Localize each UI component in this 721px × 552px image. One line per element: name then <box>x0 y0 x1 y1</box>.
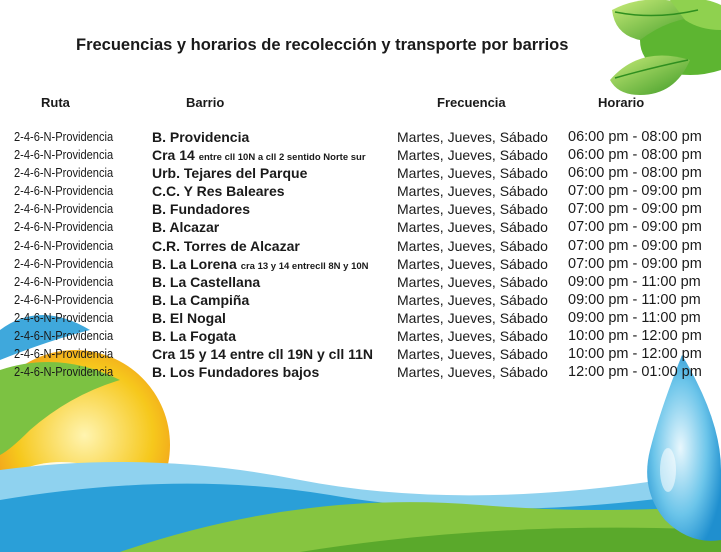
cell-ruta: 2-4-6-N-Providencia <box>14 147 114 163</box>
cell-frecuencia: Martes, Jueves, Sábado <box>397 364 548 381</box>
barrio-name: B. La Castellana <box>152 273 261 290</box>
cell-ruta: 2-4-6-N-Providencia <box>14 219 114 235</box>
cell-ruta: 2-4-6-N-Providencia <box>14 237 114 253</box>
cell-ruta: 2-4-6-N-Providencia <box>14 183 114 199</box>
cell-horario: 06:00 pm - 08:00 pm <box>568 147 702 164</box>
cell-ruta: 2-4-6-N-Providencia <box>14 255 114 271</box>
cell-horario: 07:00 pm - 09:00 pm <box>568 219 702 236</box>
barrio-name: B. La Campiña <box>152 291 250 308</box>
cell-ruta: 2-4-6-N-Providencia <box>14 346 114 362</box>
cell-frecuencia: Martes, Jueves, Sábado <box>397 255 548 272</box>
table-row <box>0 291 721 309</box>
schedule-table <box>0 128 721 381</box>
cell-barrio <box>152 128 249 146</box>
table-row <box>0 146 721 164</box>
header-frecuencia: Frecuencia <box>437 95 506 110</box>
table-row <box>0 345 721 363</box>
header-barrio: Barrio <box>186 95 225 110</box>
cell-horario: 10:00 pm - 12:00 pm <box>568 346 702 363</box>
table-row <box>0 273 721 291</box>
table-row <box>0 182 721 200</box>
cell-barrio <box>152 345 373 363</box>
cell-barrio <box>152 237 300 255</box>
barrio-name: B. Providencia <box>152 129 250 145</box>
barrio-name: Cra 15 y 14 entre cll 19N y cll 11N <box>152 346 374 363</box>
table-row <box>0 363 721 381</box>
cell-horario: 07:00 pm - 09:00 pm <box>568 183 702 200</box>
cell-horario: 09:00 pm - 11:00 pm <box>568 291 701 308</box>
page-title: Frecuencias y horarios de recolección y transporte por barrios <box>76 36 569 54</box>
header-ruta: Ruta <box>41 95 70 110</box>
cell-barrio <box>152 273 260 291</box>
table-row <box>0 309 721 327</box>
table-row <box>0 164 721 182</box>
cell-ruta: 2-4-6-N-Providencia <box>14 364 114 380</box>
barrio-name: B. El Nogal <box>152 309 226 326</box>
cell-ruta: 2-4-6-N-Providencia <box>14 129 114 144</box>
cell-horario: 06:00 pm - 08:00 pm <box>568 129 702 145</box>
cell-frecuencia: Martes, Jueves, Sábado <box>397 129 548 145</box>
cell-frecuencia: Martes, Jueves, Sábado <box>397 346 548 363</box>
cell-frecuencia: Martes, Jueves, Sábado <box>397 183 548 200</box>
barrio-name: Cra 14 <box>152 147 195 164</box>
barrio-name: B. La Fogata <box>152 328 237 345</box>
cell-ruta: 2-4-6-N-Providencia <box>14 273 114 289</box>
table-row <box>0 255 721 273</box>
cell-frecuencia: Martes, Jueves, Sábado <box>397 328 548 345</box>
table-row <box>0 128 721 146</box>
cell-barrio <box>152 327 236 345</box>
barrio-name: B. Fundadores <box>152 201 251 218</box>
barrio-note: entre cll 10N a cll 2 sentido Norte sur <box>198 152 366 164</box>
cell-ruta: 2-4-6-N-Providencia <box>14 291 114 307</box>
table-row <box>0 218 721 236</box>
barrio-name: B. La Lorena <box>152 255 237 272</box>
cell-ruta: 2-4-6-N-Providencia <box>14 309 114 325</box>
cell-barrio <box>152 218 219 236</box>
barrio-name: C.R. Torres de Alcazar <box>152 237 300 254</box>
cell-ruta: 2-4-6-N-Providencia <box>14 201 114 217</box>
cell-frecuencia: Martes, Jueves, Sábado <box>397 309 548 326</box>
cell-barrio <box>152 182 285 200</box>
cell-frecuencia: Martes, Jueves, Sábado <box>397 291 548 308</box>
barrio-name: C.C. Y Res Baleares <box>152 183 285 200</box>
barrio-name: Urb. Tejares del Parque <box>152 165 308 182</box>
table-row <box>0 327 721 345</box>
barrio-name: B. Alcazar <box>152 219 220 236</box>
cell-horario: 09:00 pm - 11:00 pm <box>568 309 701 326</box>
wave-decoration <box>0 462 721 552</box>
cell-horario: 07:00 pm - 09:00 pm <box>568 237 702 254</box>
cell-frecuencia: Martes, Jueves, Sábado <box>397 147 548 164</box>
header-horario: Horario <box>598 95 645 110</box>
cell-frecuencia: Martes, Jueves, Sábado <box>397 219 548 236</box>
table-row <box>0 200 721 218</box>
leaf-icon <box>610 0 721 95</box>
cell-frecuencia: Martes, Jueves, Sábado <box>397 201 548 218</box>
cell-horario: 10:00 pm - 12:00 pm <box>568 328 702 345</box>
cell-ruta: 2-4-6-N-Providencia <box>14 165 114 181</box>
cell-barrio <box>152 200 250 218</box>
table-row <box>0 237 721 255</box>
cell-barrio <box>152 363 319 381</box>
cell-frecuencia: Martes, Jueves, Sábado <box>397 273 548 290</box>
cell-barrio <box>152 291 249 309</box>
cell-horario: 07:00 pm - 09:00 pm <box>568 255 702 272</box>
cell-frecuencia: Martes, Jueves, Sábado <box>397 237 548 254</box>
barrio-name: B. Los Fundadores bajos <box>152 364 320 381</box>
cell-barrio <box>152 309 226 327</box>
cell-horario: 09:00 pm - 11:00 pm <box>568 273 701 290</box>
cell-barrio <box>152 164 307 182</box>
cell-horario: 06:00 pm - 08:00 pm <box>568 165 702 182</box>
barrio-note: cra 13 y 14 entrecll 8N y 10N <box>240 260 369 272</box>
cell-ruta: 2-4-6-N-Providencia <box>14 328 114 344</box>
cell-frecuencia: Martes, Jueves, Sábado <box>397 165 548 182</box>
cell-horario: 12:00 pm - 01:00 pm <box>568 364 702 381</box>
cell-horario: 07:00 pm - 09:00 pm <box>568 201 702 218</box>
